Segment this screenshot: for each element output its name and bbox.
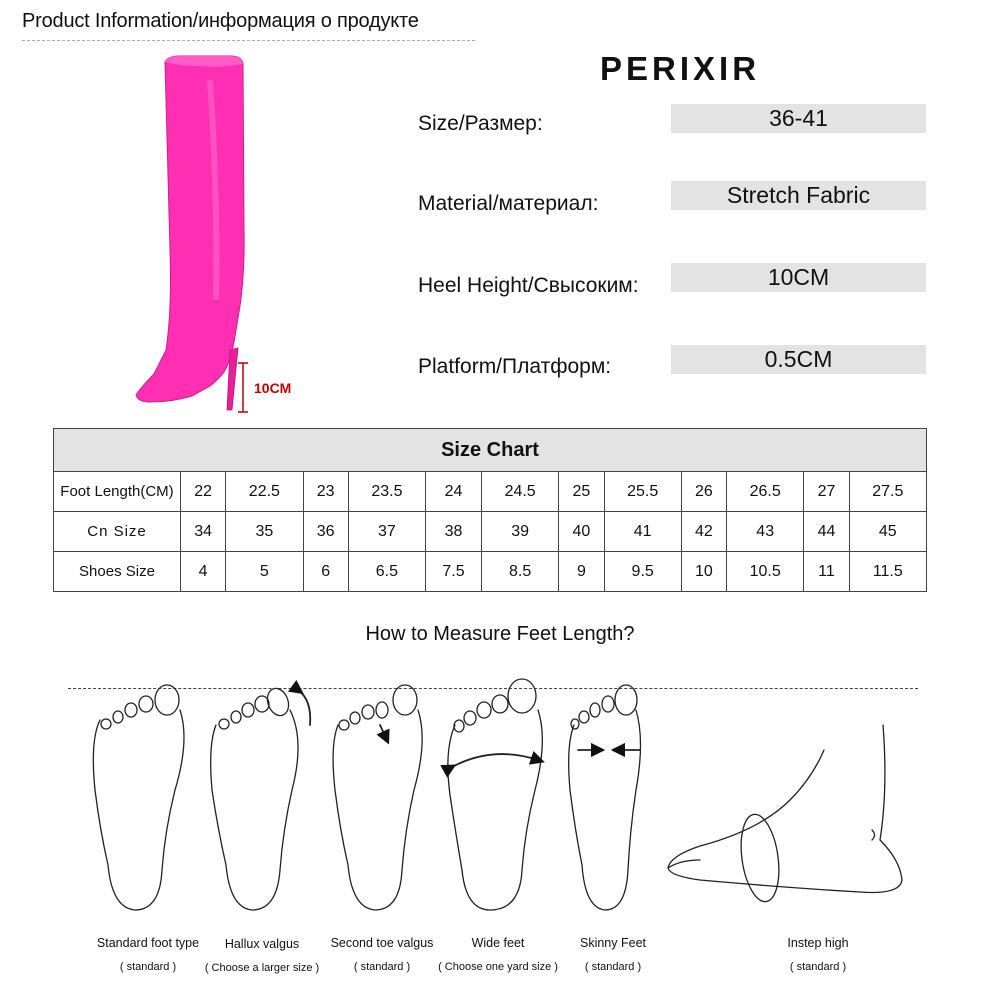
table-cell: 43 [727, 512, 804, 552]
table-cell: 34 [181, 512, 226, 552]
table-row-shoes-size [54, 552, 927, 592]
table-cell: 6 [303, 552, 348, 592]
table-cell: 23.5 [348, 472, 425, 512]
foot-second-toe-valgus-icon [333, 685, 422, 910]
table-cell: 27 [804, 472, 849, 512]
size-chart-title: Size Chart [54, 429, 927, 472]
table-cell: 4 [181, 552, 226, 592]
foot-type-note: ( Choose one yard size ) [438, 961, 558, 973]
measure-section-title: How to Measure Feet Length? [365, 623, 635, 645]
table-cell: 44 [804, 512, 849, 552]
foot-type-label: Skinny Feet [579, 936, 646, 950]
header-divider [22, 40, 475, 41]
table-row-cn-size [54, 512, 927, 552]
table-cell: 22 [181, 472, 226, 512]
spec-platform-value: 0.5CM [671, 345, 926, 374]
brand-name: PERIXIR [600, 50, 761, 87]
table-cell: 5 [226, 552, 303, 592]
spec-size-value: 36-41 [671, 104, 926, 133]
foot-type-note: ( standard ) [789, 961, 847, 973]
table-cell: 42 [681, 512, 726, 552]
foot-type-label: Wide feet [471, 936, 525, 950]
spec-platform-label: Platform/Платформ: [418, 355, 612, 378]
foot-type-note: ( standard ) [353, 961, 411, 973]
table-cell: 26.5 [727, 472, 804, 512]
foot-type-label: Standard foot type [96, 936, 200, 950]
table-cell: 10 [681, 552, 726, 592]
table-cell: 8.5 [481, 552, 558, 592]
table-cell: 41 [604, 512, 681, 552]
table-cell: 22.5 [226, 472, 303, 512]
foot-type-note: ( standard ) [584, 961, 642, 973]
spec-heel-height-value: 10CM [671, 263, 926, 292]
spec-material-value: Stretch Fabric [671, 181, 926, 210]
row-header: Cn Size [54, 512, 181, 552]
foot-type-label: Instep high [787, 936, 849, 950]
heel-height-label: 10CM [254, 380, 292, 396]
page-title: Product Information/информация о продукте [22, 10, 419, 32]
spec-heel-height-label: Heel Height/Свысоким: [418, 274, 639, 297]
foot-standard-icon [93, 685, 184, 910]
table-cell: 36 [303, 512, 348, 552]
row-header: Foot Length(CM) [54, 472, 181, 512]
foot-wide-icon [448, 679, 542, 910]
spec-material-label: Material/материал: [418, 192, 599, 215]
boot-product-image [120, 50, 300, 420]
table-cell: 45 [849, 512, 926, 552]
foot-type-note: ( standard ) [119, 961, 177, 973]
table-cell: 11 [804, 552, 849, 592]
table-cell: 24.5 [481, 472, 558, 512]
table-cell: 10.5 [727, 552, 804, 592]
row-header: Shoes Size [54, 552, 181, 592]
table-cell: 25.5 [604, 472, 681, 512]
table-cell: 27.5 [849, 472, 926, 512]
table-cell: 6.5 [348, 552, 425, 592]
foot-type-label: Second toe valgus [330, 936, 434, 950]
table-cell: 9 [559, 552, 604, 592]
heel-measure-bracket [236, 362, 250, 414]
table-row-foot-length [54, 472, 927, 512]
foot-skinny-icon [569, 685, 641, 910]
table-cell: 7.5 [426, 552, 482, 592]
table-cell: 35 [226, 512, 303, 552]
foot-type-label: Hallux valgus [224, 937, 300, 951]
table-cell: 9.5 [604, 552, 681, 592]
foot-type-note: ( Choose a larger size ) [204, 962, 320, 974]
table-cell: 37 [348, 512, 425, 552]
table-cell: 39 [481, 512, 558, 552]
table-cell: 38 [426, 512, 482, 552]
table-cell: 24 [426, 472, 482, 512]
spec-size-label: Size/Размер: [418, 112, 543, 135]
table-cell: 11.5 [849, 552, 926, 592]
table-cell: 23 [303, 472, 348, 512]
table-cell: 26 [681, 472, 726, 512]
table-cell: 40 [559, 512, 604, 552]
foot-hallux-valgus-icon [211, 685, 311, 910]
foot-instep-high-icon [668, 725, 902, 904]
table-cell: 25 [559, 472, 604, 512]
foot-types-illustration [0, 670, 1000, 930]
size-chart-table [53, 428, 927, 592]
